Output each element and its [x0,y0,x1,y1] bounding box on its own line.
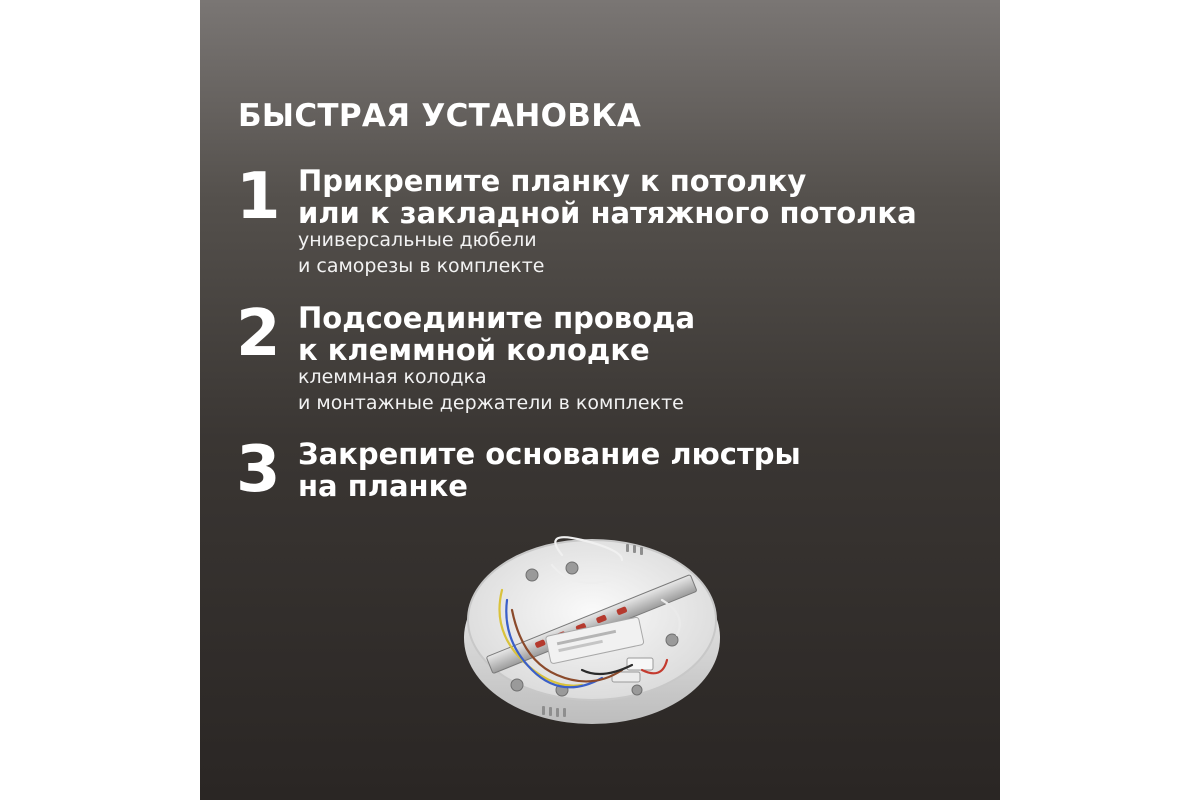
step-note [298,364,684,416]
step-note-line: универсальные дюбели [298,229,537,251]
step-heading-line: или к закладной натяжного потолка [298,196,917,230]
instruction-panel [200,0,1000,800]
step-heading [298,438,801,502]
step-heading-line: Закрепите основание люстры [298,437,801,471]
step-heading [298,165,917,229]
step-number: 2 [236,297,281,371]
chandelier-base-image [462,520,722,730]
step-note-line: и саморезы в комплекте [298,255,545,277]
step-number: 3 [236,433,281,507]
step-heading-line: Прикрепите планку к потолку [298,164,807,198]
step-heading [298,302,695,366]
step-heading-line: к клеммной колодке [298,333,650,367]
step-heading-line: на планке [298,469,468,503]
step-note-line: и монтажные держатели в комплекте [298,392,684,414]
page-title: БЫСТРАЯ УСТАНОВКА [238,98,642,134]
step-number: 1 [236,160,281,234]
step-note-line: клеммная колодка [298,366,487,388]
step-heading-line: Подсоедините провода [298,301,696,335]
step-note [298,227,545,279]
